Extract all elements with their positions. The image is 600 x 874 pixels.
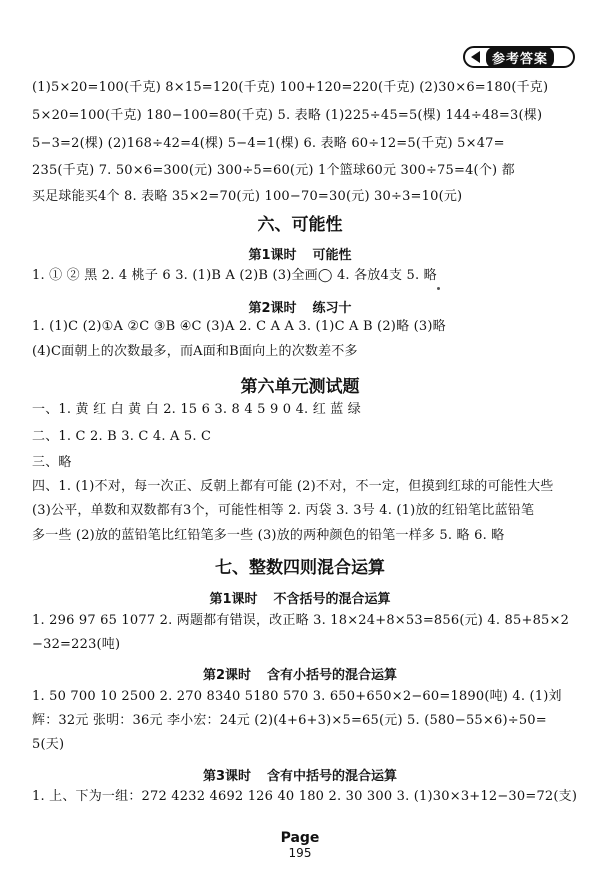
- answer-line: 1. 上、下为一组：272 4232 4692 126 40 180 2. 30 300 3. (1)30×3+12−30=72(支): [32, 789, 578, 804]
- left-arrow-icon: [471, 51, 480, 63]
- text-line: (1)5×20=100(千克) 8×15=120(千克) 100+120=220(千克) (2)30×6=180(千克): [32, 80, 549, 95]
- lesson-heading: [0, 588, 600, 607]
- answer-key-badge: [463, 46, 575, 68]
- badge-label: 参考答案: [486, 47, 554, 68]
- answer-line: (4)C面朝上的次数最多，而A面和B面向上的次数差不多: [32, 344, 358, 359]
- lesson-heading: [0, 297, 600, 316]
- answer-line: 二、1. C 2. B 3. C 4. A 5. C: [32, 429, 212, 444]
- lesson-topic: 可能性: [312, 248, 352, 263]
- lesson-number: 第3课时: [202, 769, 252, 784]
- lesson-number: 第2课时: [248, 301, 297, 316]
- lesson-topic: 含有小括号的混合运算: [267, 668, 398, 683]
- lesson-topic: 含有中括号的混合运算: [267, 769, 398, 784]
- section-title: 七、整数四则混合运算: [215, 558, 385, 578]
- lesson-heading: [0, 765, 600, 784]
- lesson-number: 第1课时: [248, 248, 297, 263]
- answer-line: (3)公平，单数和双数都有3个，可能性相等 2. 丙袋 3. 3号 4. (1)放的红铅笔比蓝铅笔: [32, 503, 535, 518]
- text-line: 235(千克) 7. 50×6=300(元) 300÷5=60(元) 1个篮球60元 300÷75=4(个) 都: [32, 163, 515, 178]
- lesson-heading: [0, 244, 600, 263]
- answer-line: 多一些 (2)放的蓝铅笔比红铅笔多一些 (3)放的两种颜色的铅笔一样多 5. 略 6. 略: [32, 528, 505, 543]
- answer-line: 三、略: [32, 455, 72, 470]
- answer-line: 四、1. (1)不对，每一次正、反朝上都有可能 (2)不对，不一定，但摸到红球的可能性大些: [32, 479, 554, 494]
- text-line: 5×20=100(千克) 180−100=80(千克) 5. 表略 (1)225÷45=5(棵) 144÷48=3(棵): [32, 108, 543, 123]
- lesson-topic: 练习十: [312, 301, 352, 316]
- answer-line: 1. 296 97 65 1077 2. 两题都有错误，改正略 3. 18×24+8×53=856(元) 4. 85+85×2: [32, 613, 570, 628]
- lesson-number: 第1课时: [209, 592, 258, 607]
- lesson-number: 第2课时: [202, 668, 252, 683]
- answer-line: 辉：32元 张明：36元 李小宏：24元 (2)(4+6+3)×5=65(元) 5. (580−55×6)÷50=: [32, 713, 547, 728]
- text-line: 买足球能买4个 8. 表略 35×2=70(元) 100−70=30(元) 30÷3=10(元): [32, 189, 463, 204]
- page-label: Page: [280, 830, 320, 846]
- text-line: 5−3=2(棵) (2)168÷42=4(棵) 5−4=1(棵) 6. 表略 60÷12=5(千克) 5×47=: [32, 136, 505, 151]
- section-title: 六、可能性: [257, 215, 343, 235]
- answer-line: 1. (1)C (2)①A ②C ③B ④C (3)A 2. C A A 3. (1)C A B (2)略 (3)略: [32, 319, 446, 334]
- answer-line: 1. 50 700 10 2500 2. 270 8340 5180 570 3. 650+650×2−60=1890(吨) 4. (1)刘: [32, 689, 562, 704]
- answer-line: 5(天): [32, 737, 65, 752]
- answer-line: 一、1. 黄 红 白 黄 白 2. 15 6 3. 8 4 5 9 0 4. 红 蓝 绿: [32, 402, 361, 417]
- lesson-heading: [0, 664, 600, 683]
- page-number: 195: [288, 846, 312, 860]
- lesson-topic: 不含括号的混合运算: [273, 592, 391, 607]
- print-speck: [437, 287, 440, 290]
- answer-line: −32=223(吨): [32, 637, 121, 652]
- unit-test-title: 第六单元测试题: [240, 377, 360, 397]
- answer-line: 1. ① ② 黑 2. 4 桃子 6 3. (1)B A (2)B (3)全画◯ 4. 各放4支 5. 略: [32, 268, 437, 283]
